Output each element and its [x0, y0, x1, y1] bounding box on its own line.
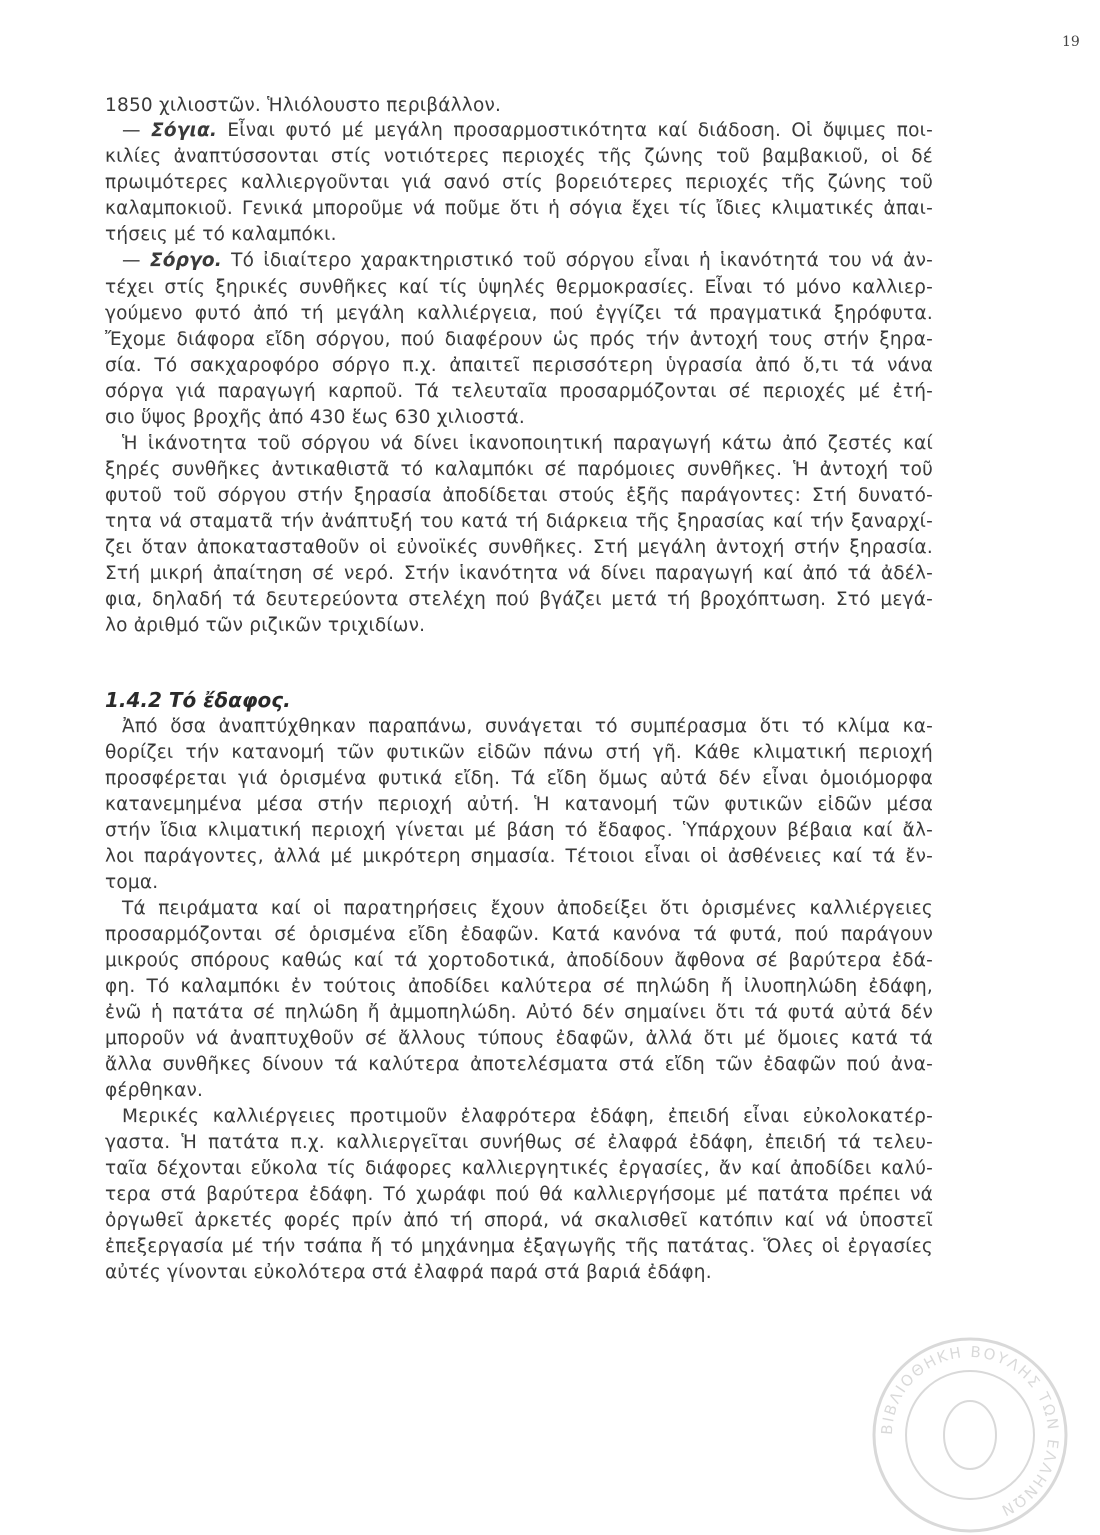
text-line — [105, 405, 933, 431]
library-stamp-icon — [870, 1335, 1070, 1535]
text-line — [105, 818, 933, 844]
text-segment: Ἀπό ὅσα ἀναπτύχθηκαν παραπάνω, συνάγεται τό συμπέρασμα ὅτι τό κλίμα κα- — [122, 716, 933, 737]
text-segment: Ἡ ἱκάνοτητα τοῦ σόργου νά δίνει ἱκανοποιητική παραγωγή κάτω ἀπό ζεστές καί — [122, 433, 933, 454]
text-segment: αὐτές γίνονται εὐκολότερα στά ἐλαφρά παρά στά βαριά ἐδάφη. — [105, 1262, 712, 1283]
text-line — [105, 1156, 933, 1182]
text-line — [122, 431, 933, 457]
text-line — [105, 379, 933, 405]
text-segment: μποροῦν νά ἀναπτυχθοῦν σέ ἄλλους τύπους ἐδαφῶν, ἀλλά ὅτι μέ ὅμοιες κατά τά — [105, 1028, 933, 1049]
text-segment: — — [122, 120, 151, 141]
text-line — [105, 1182, 933, 1208]
text-segment: φέρθηκαν. — [105, 1080, 204, 1101]
text-line — [105, 740, 933, 766]
text-segment: γαστα. Ἡ πατάτα π.χ. καλλιεργεῖται συνήθως σέ ἐλαφρά ἐδάφη, ἐπειδή τά τελευ- — [105, 1132, 933, 1153]
text-segment: ὀργωθεῖ ἀρκετές φορές πρίν ἀπό τή σπορά, νά σκαλισθεῖ κατόπιν καί νά ὑποστεῖ — [105, 1210, 933, 1231]
text-line — [105, 327, 933, 353]
text-line — [105, 587, 933, 613]
text-segment: γούμενο φυτό ἀπό τή μεγάλη καλλιέργεια, πού ἐγγίζει τά πραγματικά ξηρόφυτα. — [105, 303, 933, 324]
text-line — [122, 714, 933, 740]
text-line — [105, 974, 933, 1000]
text-segment: προσαρμόζονται σέ ὁρισμένα εἴδη ἐδαφῶν. Κατά κανόνα τά φυτά, πού παράγουν — [105, 924, 933, 945]
text-line — [105, 1260, 933, 1286]
text-segment: πρωιμότερες καλλιεργοῦνται γιά σανό στίς βορειότερες περιοχές τῆς ζώνης τοῦ — [105, 172, 933, 193]
text-segment: ἐπεξεργασία μέ τήν τσάπα ἤ τό μηχάνημα ἐξαγωγῆς τῆς πατάτας. Ὅλες οἱ ἐργασίες — [105, 1236, 933, 1257]
text-line — [105, 301, 933, 327]
text-line — [105, 1208, 933, 1234]
text-segment: Τό ἰδιαίτερο χαρακτηριστικό τοῦ σόργου εἶναι ἡ ἱκανότητά του νά ἀν- — [222, 250, 934, 271]
text-line — [105, 922, 933, 948]
text-line — [105, 561, 933, 587]
text-segment: σία. Τό σακχαροφόρο σόργο π.χ. ἀπαιτεῖ περισσότερη ὑγρασία ἀπό ὅ,τι τά νάνα — [105, 355, 933, 376]
text-segment: Τά πειράματα καί οἱ παρατηρήσεις ἔχουν ἀποδείξει ὅτι ὁρισμένες καλλιέργειες — [122, 898, 933, 919]
text-line — [105, 222, 933, 248]
text-segment: Ἔχομε διάφορα εἴδη σόργου, πού διαφέρουν ὡς πρός τήν ἀντοχή τους στήν ξηρα- — [105, 329, 933, 350]
text-line — [105, 1000, 933, 1026]
text-segment: τητα νά σταματᾶ τήν ἀνάπτυξή του κατά τή διάρκεια τῆς ξηρασίας καί τήν ξαναρχί- — [105, 511, 933, 532]
text-segment: προσφέρεται γιά ὁρισμένα φυτικά εἴδη. Τά εἴδη ὅμως αὐτά δέν εἶναι ὁμοιόμορφα — [105, 768, 933, 789]
text-line — [105, 792, 933, 818]
text-segment: τομα. — [105, 872, 159, 893]
text-segment: λοι παράγοντες, ἀλλά μέ μικρότερη σημασία. Τέτοιοι εἶναι οἱ ἀσθένειες καί τά ἔν- — [105, 846, 933, 867]
text-line — [105, 1052, 933, 1078]
text-segment: Στή μικρή ἀπαίτηση σέ νερό. Στήν ἱκανότητα νά δίνει παραγωγή καί ἀπό τά ἀδέλ- — [105, 563, 933, 584]
text-segment: ταῖα δέχονται εὔκολα τίς διάφορες καλλιεργητικές ἐργασίες, ἄν καί ἀποδίδει καλύ- — [105, 1158, 933, 1179]
text-line — [105, 870, 933, 896]
text-line — [105, 196, 933, 222]
text-segment: σόργα γιά παραγωγή καρποῦ. Τά τελευταῖα προσαρμόζονται σέ περιοχές μέ ἐτή- — [105, 381, 933, 402]
text-line — [105, 275, 933, 301]
text-segment: μικρούς σπόρους καθώς καί τά χορτοδοτικά, ἀποδίδουν ἄφθονα σέ βαρύτερα ἐδά- — [105, 950, 933, 971]
text-line — [122, 896, 933, 922]
text-segment: στήν ἴδια κλιματική περιοχή γίνεται μέ βάση τό ἔδαφος. Ὑπάρχουν βέβαια καί ἄλ- — [105, 820, 933, 841]
text-segment: φη. Τό καλαμπόκι ἐν τούτοις ἀποδίδει καλύτερα σέ πηλώδη ἤ ἰλυοπηλώδη ἐδάφη, — [105, 976, 933, 997]
text-line — [105, 766, 933, 792]
text-line — [105, 613, 933, 639]
text-segment: ἐνῶ ἡ πατάτα σέ πηλώδη ἤ ἀμμοπηλώδη. Αὐτό δέν σημαίνει ὅτι τά φυτά αὐτά δέν — [105, 1002, 933, 1023]
text-line — [105, 353, 933, 379]
text-line — [105, 144, 933, 170]
text-segment: θορίζει τήν κατανομή τῶν φυτικῶν εἰδῶν πάνω στή γῆ. Κάθε κλιματική περιοχή — [105, 742, 933, 763]
text-segment: Εἶναι φυτό μέ μεγάλη προσαρμοστικότητα καί διάδοση. Οἱ ὄψιμες ποι- — [217, 120, 933, 141]
text-segment: λο ἀριθμό τῶν ριζικῶν τριχιδίων. — [105, 615, 426, 636]
text-segment: ξηρές συνθῆκες ἀντικαθιστᾶ τό καλαμπόκι σέ παρόμοιες συνθῆκες. Ἡ ἀντοχή τοῦ — [105, 459, 933, 480]
text-segment: σιο ὕψος βροχῆς ἀπό 430 ἕως 630 χιλιοστά. — [105, 407, 525, 428]
text-segment: ζει ὅταν ἀποκατασταθοῦν οἱ εὐνοϊκές συνθῆκες. Στή μεγάλη ἀντοχή στήν ξηρασία. — [105, 537, 933, 558]
text-line — [122, 248, 933, 274]
text-segment: κατανεμημένα μέσα στήν περιοχή αὐτή. Ἡ κατανομή τῶν φυτικῶν εἰδῶν μέσα — [105, 794, 933, 815]
text-line — [105, 483, 933, 509]
text-segment: τέχει στίς ξηρικές συνθῆκες καί τίς ὑψηλές θερμοκρασίες. Εἶναι τό μόνο καλλιερ- — [105, 277, 933, 298]
text-line — [105, 1130, 933, 1156]
text-segment: καλαμποκιοῦ. Γενικά μποροῦμε νά ποῦμε ὅτι ἡ σόγια ἔχει τίς ἴδιες κλιματικές ἀπαι- — [105, 198, 933, 219]
text-segment: φυτοῦ τοῦ σόργου στήν ξηρασία ἀποδίδεται στούς ἑξῆς παράγοντες: Στή δυνατό- — [105, 485, 933, 506]
text-line — [105, 93, 933, 119]
text-segment: τερα στά βαρύτερα ἐδάφη. Τό χωράφι πού θά καλλιεργήσομε μέ πατάτα πρέπει νά — [105, 1184, 933, 1205]
text-line — [105, 457, 933, 483]
text-segment: Μερικές καλλιέργειες προτιμοῦν ἐλαφρότερα ἐδάφη, ἐπειδή εἶναι εὐκολοκατέρ- — [122, 1106, 933, 1127]
svg-text:ΒΙΒΛΙΟΘΗΚΗ ΒΟΥΛΗΣ ΤΩΝ ΕΛΛΗΝΩΝ: ΒΙΒΛΙΟΘΗΚΗ ΒΟΥΛΗΣ ΤΩΝ ΕΛΛΗΝΩΝ — [877, 1342, 1063, 1521]
text-segment: τήσεις μέ τό καλαμπόκι. — [105, 224, 337, 245]
text-line — [105, 1026, 933, 1052]
text-line — [105, 844, 933, 870]
text-segment: κιλίες ἀναπτύσσονται στίς νοτιότερες περιοχές τῆς ζώνης τοῦ βαμβακιοῦ, οἱ δέ — [105, 146, 933, 167]
page-number: 19 — [1062, 34, 1080, 50]
text-line — [105, 948, 933, 974]
text-segment: φια, δηλαδή τά δευτερεύοντα στελέχη πού βγάζει μετά τή βροχόπτωση. Στό μεγά- — [105, 589, 933, 610]
text-segment: — — [122, 250, 150, 271]
text-line — [122, 118, 933, 144]
text-line — [105, 1234, 933, 1260]
text-line — [105, 1078, 933, 1104]
text-line — [105, 535, 933, 561]
term-heading: Σόγια. — [150, 120, 218, 141]
text-segment: ἄλλα συνθῆκες δίνουν τά καλύτερα ἀποτελέσματα στά εἴδη τῶν ἐδαφῶν πού ἀνα- — [105, 1054, 933, 1075]
text-line — [105, 170, 933, 196]
term-heading: Σόργο. — [149, 250, 223, 271]
text-segment: 1850 χιλιοστῶν. Ἡλιόλουστο περιβάλλον. — [105, 95, 502, 116]
section-heading: 1.4.2 Τό ἔδαφος. — [105, 688, 291, 712]
text-line — [105, 509, 933, 535]
text-line — [122, 1104, 933, 1130]
